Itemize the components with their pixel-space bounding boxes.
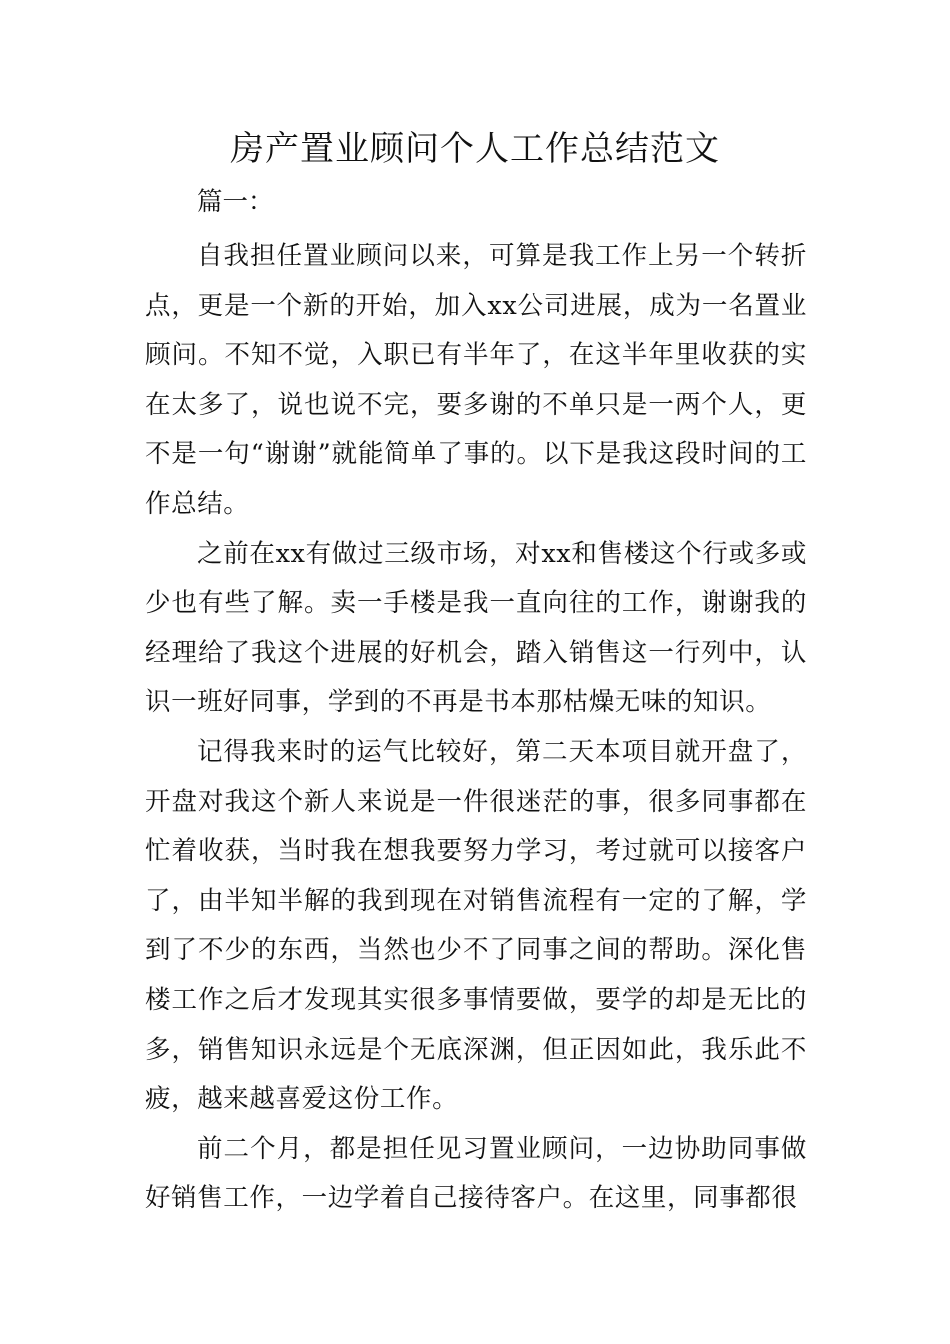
paragraph-1: 自我担任置业顾问以来，可算是我工作上另一个转折点，更是一个新的开始，加入xx公司进展，成为一名置业顾问。不知不觉，入职已有半年了，在这半年里收获的实在太多了，说也说不完，要多谢的不单只是一两个人，更不是一句“谢谢”就能简单了事的。以下是我这段时间的工作总结。 [145, 241, 807, 519]
paragraph-4: 前二个月，都是担任见习置业顾问，一边协助同事做好销售工作，一边学着自己接待客户。在这里，同事都很 [145, 1133, 807, 1214]
document-body [145, 182, 807, 1224]
paragraph-3: 记得我来时的运气比较好，第二天本项目就开盘了，开盘对我这个新人来说是一件很迷茫的事，很多同事都在忙着收获，当时我在想我要努力学习，考过就可以接客户了，由半知半解的我到现在对销售流程有一定的了解，学到了不少的东西，当然也少不了同事之间的帮助。深化售楼工作之后才发现其实很多事情要做，要学的却是无比的多，销售知识永远是个无底深渊，但正因如此，我乐此不疲，越来越喜爱这份工作。 [145, 736, 807, 1115]
document-title: 房产置业顾问个人工作总结范文 [230, 129, 720, 169]
section-label: 篇一： [197, 187, 274, 217]
paragraph-2: 之前在xx有做过三级市场，对xx和售楼这个行或多或少也有些了解。卖一手楼是我一直向往的工作，谢谢我的经理给了我这个进展的好机会，踏入销售这一行列中，认识一班好同事，学到的不再是书本那枯燥无味的知识。 [145, 538, 807, 718]
